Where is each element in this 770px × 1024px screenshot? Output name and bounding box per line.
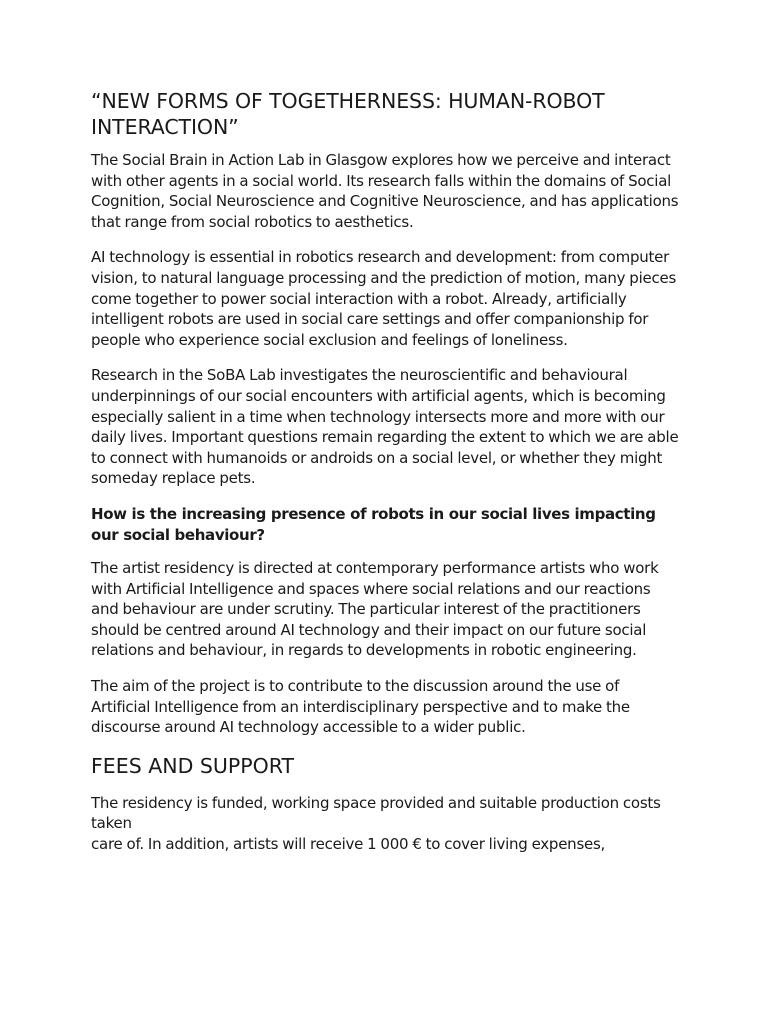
fees-line-2: care of. In addition, artists will receive 1 000 € to cover living expenses, — [91, 835, 606, 854]
fees-heading: FEES AND SUPPORT — [91, 753, 295, 778]
research-question: How is the increasing presence of robots in our social lives impacting our social behaviour? — [91, 504, 656, 544]
paragraph-lab-intro: The Social Brain in Action Lab in Glasgow explores how we perceive and interact with other agents in a social world. Its research falls within the domains of Social Cognition, Social Neuroscience and Cognitive Neuroscience, and has applications that range from social robotics to aesthetics. — [91, 151, 679, 231]
document-page — [91, 88, 681, 855]
paragraph-ai-technology: AI technology is essential in robotics research and development: from computer vision, to natural language processing and the prediction of motion, many pieces come together to power social interaction with a robot. Already, artificially intelligent robots are used in social care settings and offer companionship for people who experience social exclusion and feelings of loneliness. — [91, 248, 677, 349]
fees-paragraph — [91, 793, 681, 855]
paragraph-project-aim: The aim of the project is to contribute to the discussion around the use of Artificial Intelligence from an interdisciplinary perspective and to make the discourse around AI technology accessible to a wider public. — [91, 677, 630, 737]
paragraph-soba-research: Research in the SoBA Lab investigates the neuroscientific and behavioural underpinnings of our social encounters with artificial agents, which is becoming especially salient in a time when technology intersects more and more with our daily lives. Important questions remain regarding the extent to which we are able to connect with humanoids or androids on a social level, or whether they might someday replace pets. — [91, 366, 679, 488]
fees-line-1: The residency is funded, working space provided and suitable production costs taken — [91, 793, 661, 833]
paragraph-artist-residency: The artist residency is directed at contemporary performance artists who work with Artificial Intelligence and spaces where social relations and our reactions and behaviour are under scrutiny. The particular interest of the practitioners should be centred around AI technology and their impact on our future social relations and behaviour, in regards to developments in robotic engineering. — [91, 559, 659, 660]
document-title: “NEW FORMS OF TOGETHERNESS: HUMAN-ROBOT INTERACTION” — [91, 89, 605, 139]
